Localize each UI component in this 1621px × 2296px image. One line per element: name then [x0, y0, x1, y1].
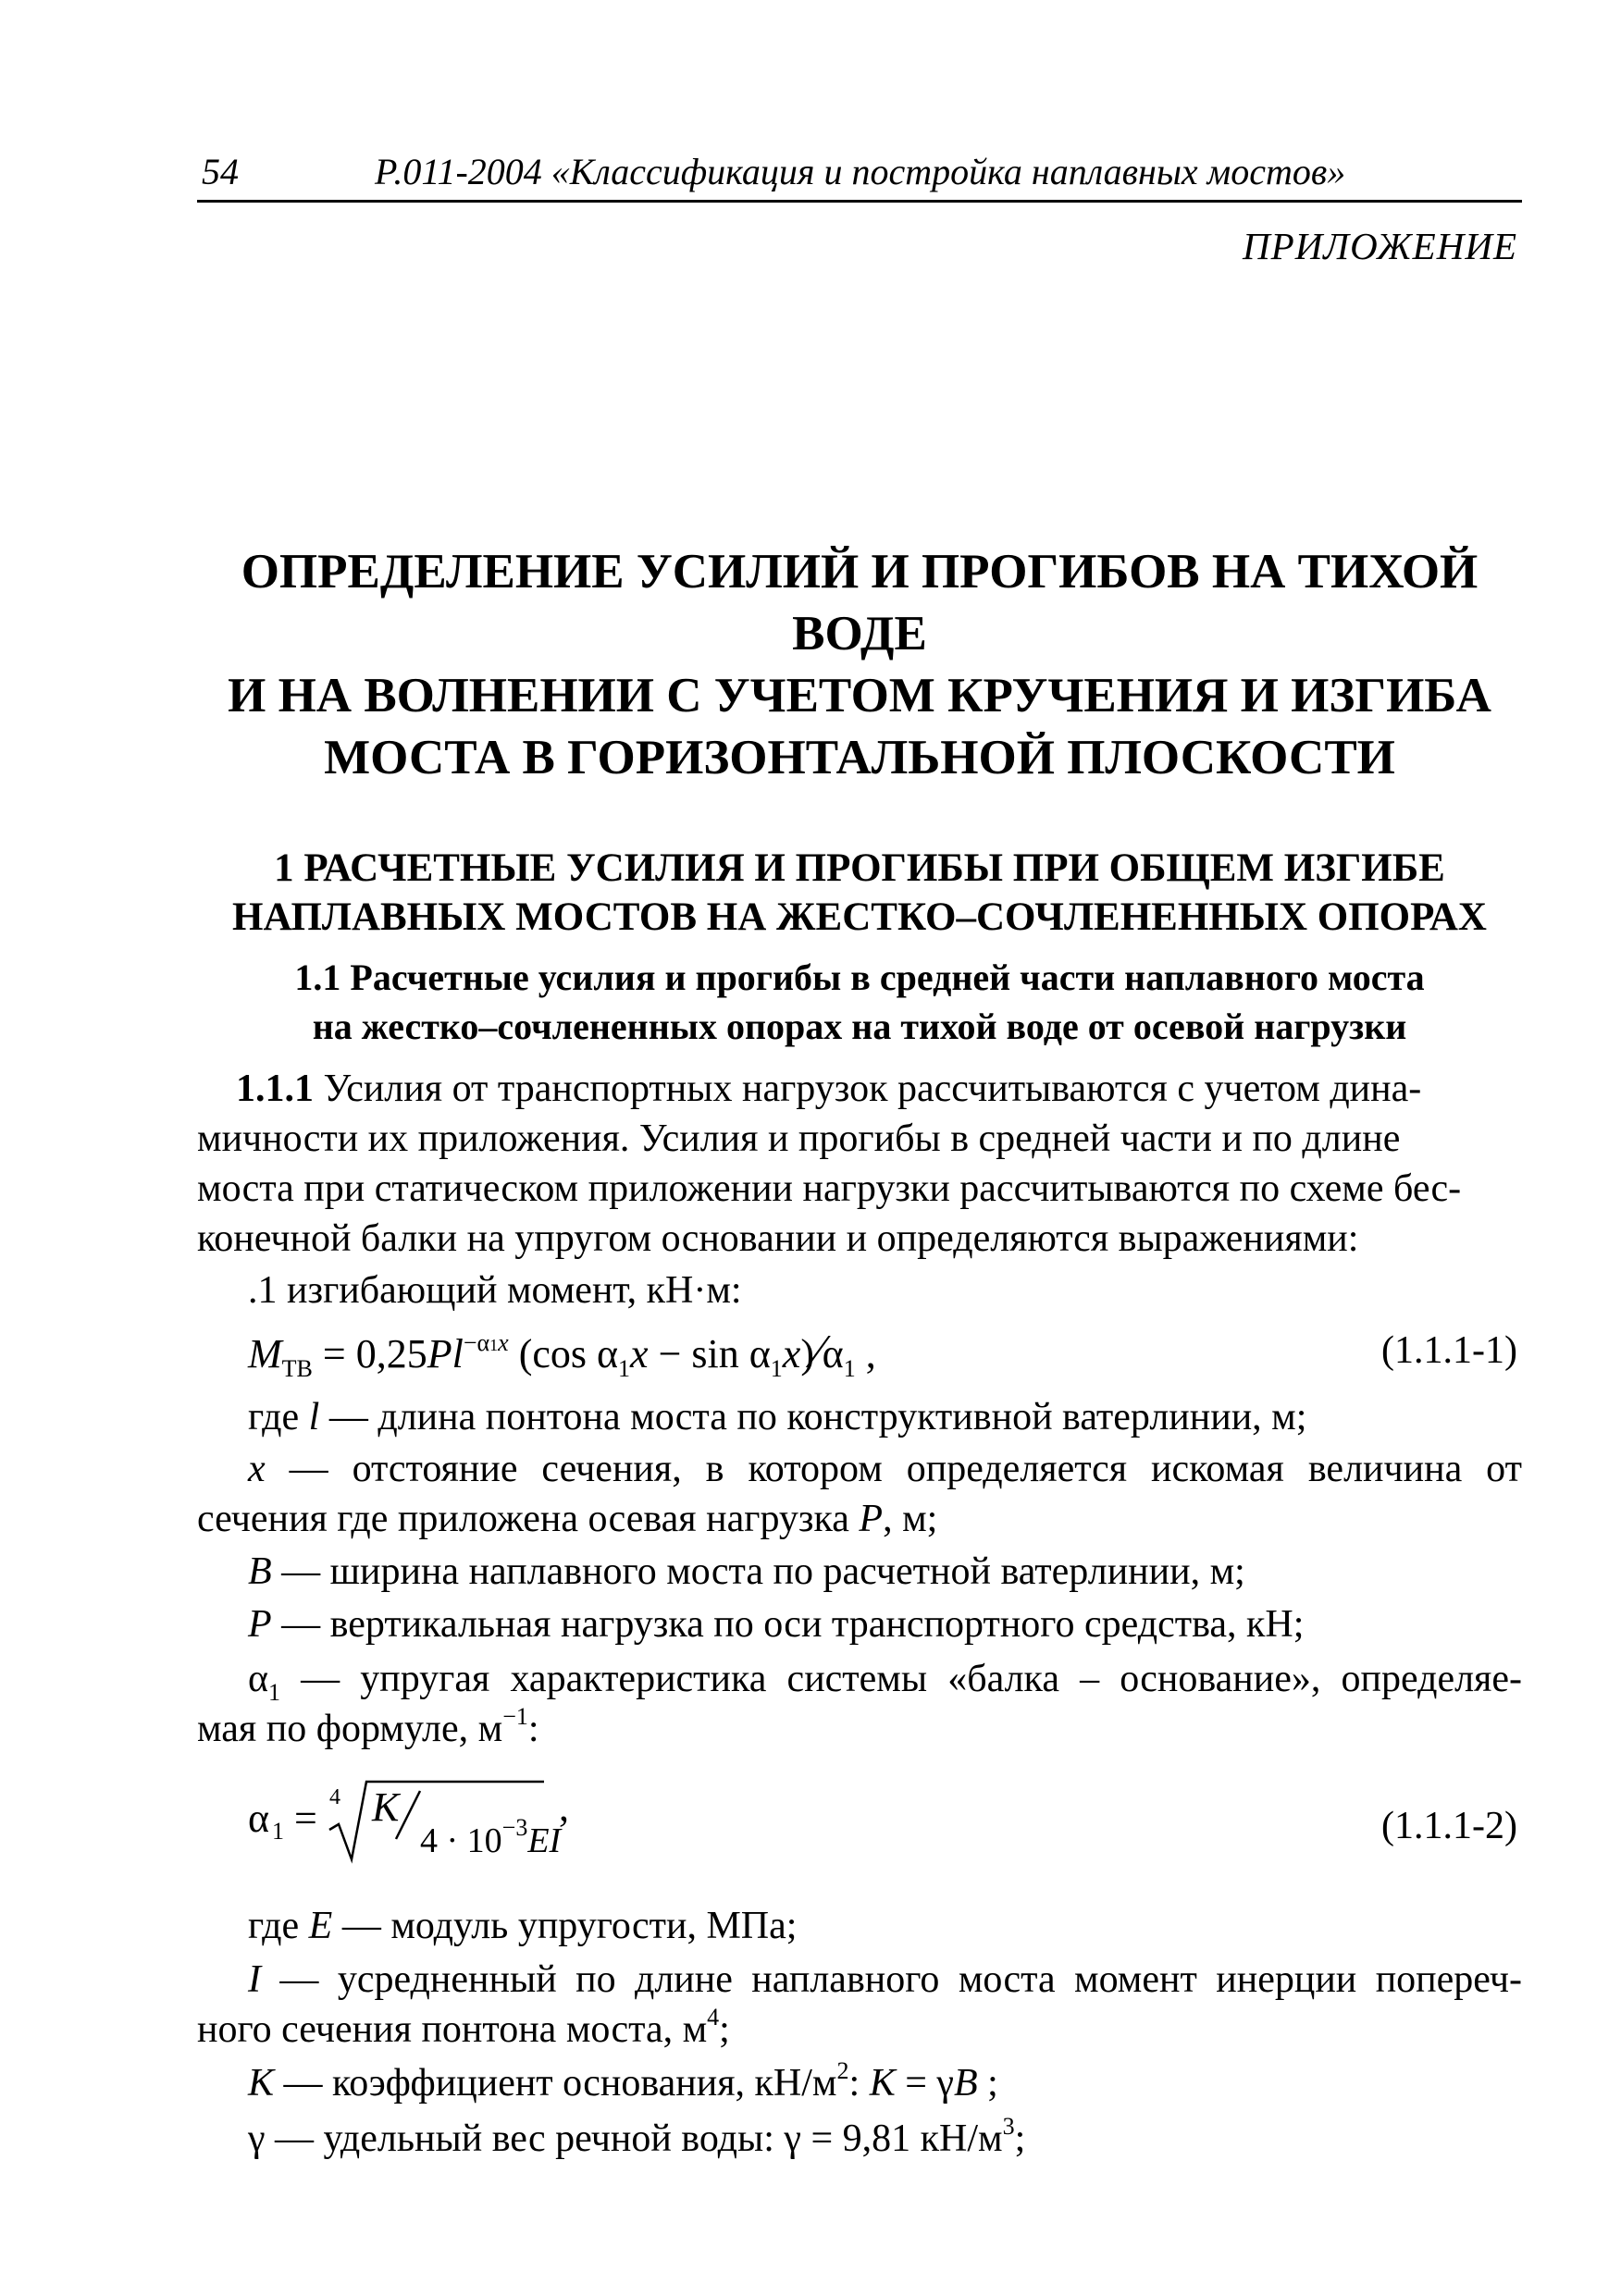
- appendix-label: ПРИЛОЖЕНИЕ: [1243, 225, 1517, 267]
- clause-number: 1.1.1: [236, 1068, 314, 1110]
- clause-line-3: моста при статическом приложении нагрузки рассчитываются по схеме бес-: [197, 1167, 1462, 1210]
- title-line-2: И НА ВОЛНЕНИИ С УЧЕТОМ КРУЧЕНИЯ И ИЗГИБА: [228, 669, 1491, 722]
- page-number: 54: [202, 151, 239, 192]
- def-P: P — вертикальная нагрузка по оси транспортного средства, кН;: [248, 1603, 1305, 1646]
- def-I-line-2: ного сечения понтона моста, $м^4$;: [197, 2004, 730, 2051]
- formula-1-number: (1.1.1-1): [1381, 1329, 1517, 1372]
- title-line-3: МОСТА В ГОРИЗОНТАЛЬНОЙ ПЛОСКОСТИ: [324, 731, 1395, 784]
- subsection-title: [197, 953, 1522, 1051]
- clause-line-1: 1.1.1 Усилия от транспортных нагрузок рассчитываются с учетом дина-: [236, 1068, 1422, 1110]
- header-rule: [197, 200, 1522, 203]
- def-x-line-1: x — отстояние сечения, в котором определяется искомая величина от: [248, 1448, 1522, 1490]
- def-K: K — коэффициент основания, $кН/м^2$: K = γB ;: [248, 2057, 998, 2105]
- section-title: [197, 844, 1522, 942]
- section-title-line-1: 1 РАСЧЕТНЫЕ УСИЛИЯ И ПРОГИБЫ ПРИ ОБЩЕМ ИЗГИБЕ: [274, 846, 1445, 890]
- clause-line-4: конечной балки на упругом основании и определяются выражениями:: [197, 1217, 1359, 1260]
- def-alpha-line-1: $\alpha_1$ — упругая характеристика системы «балка – основание», определяе-: [248, 1658, 1522, 1706]
- def-B: B — ширина наплавного моста по расчетной ватерлинии, м;: [248, 1550, 1245, 1593]
- formula-1: $M_{ТВ} = 0,25Pl^{-\alpha 1x}$ (cos $\alpha_1x - \sin$ $\alpha_1x)⁄\alpha_1$ ,: [248, 1326, 876, 1382]
- subsection-title-line-1: 1.1 Расчетные усилия и прогибы в средней части наплавного моста: [294, 957, 1425, 998]
- subsection-title-line-2: на жестко–сочлененных опорах на тихой воде от осевой нагрузки: [312, 1006, 1407, 1047]
- clause-line-2: мичности их приложения. Усилия и прогибы в средней части и по длине: [197, 1117, 1401, 1160]
- def-I-line-1: I — усредненный по длине наплавного моста момент инерции попереч-: [248, 1958, 1522, 2001]
- item-bending-moment: .1 изгибающий момент, кН·м:: [248, 1269, 742, 1312]
- def-l: где l — длина понтона моста по конструктивной ватерлинии, м;: [248, 1396, 1307, 1438]
- running-title: Р.011-2004 «Классификация и постройка наплавных мостов»: [375, 151, 1346, 192]
- formula-2: α 1 = 4 K $4 \cdot 10^{-3}EI$ ,: [248, 1774, 618, 1876]
- formula-2-number: (1.1.1-2): [1381, 1805, 1517, 1847]
- def-gamma: γ — удельный вес речной воды: γ = 9,81 $кН/м^3$;: [248, 2113, 1026, 2160]
- document-title: [197, 541, 1522, 789]
- section-title-line-2: НАПЛАВНЫХ МОСТОВ НА ЖЕСТКО–СОЧЛЕНЕННЫХ ОПОРАХ: [232, 895, 1487, 939]
- def-E: где E — модуль упругости, МПа;: [248, 1905, 798, 1947]
- title-line-1: ОПРЕДЕЛЕНИЕ УСИЛИЙ И ПРОГИБОВ НА ТИХОЙ ВОДЕ: [241, 545, 1479, 660]
- def-alpha-line-2: мая по формуле, $м^{-1}$:: [197, 1703, 539, 1750]
- def-x-line-2: сечения где приложена осевая нагрузка P, м;: [197, 1498, 938, 1540]
